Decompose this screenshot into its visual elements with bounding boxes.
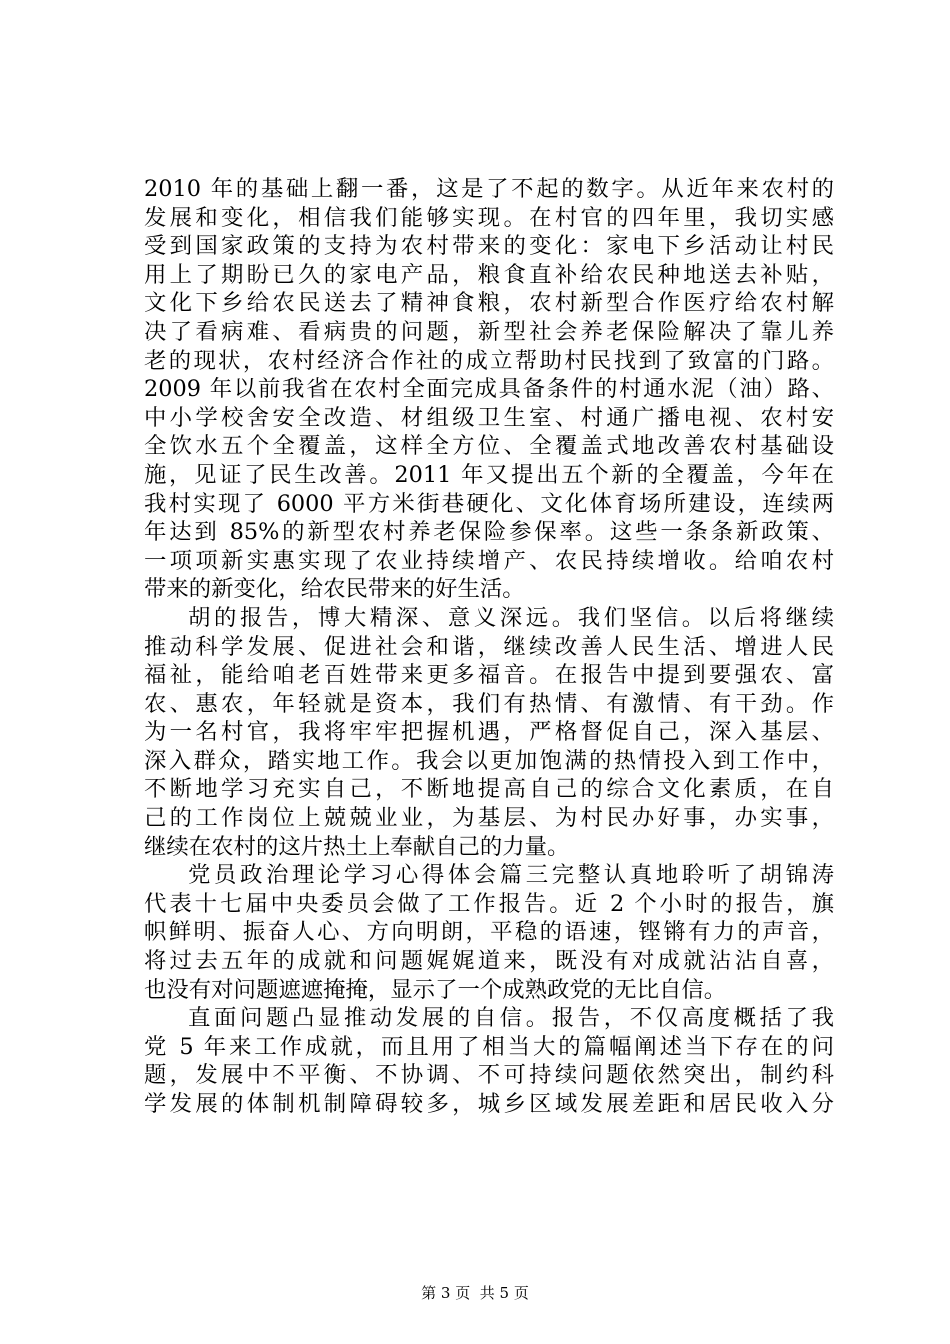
text-line: 直面问题凸显推动发展的自信。报告，不仅高度概括了我 xyxy=(188,1005,834,1032)
text-line: 农、惠农，年轻就是资本，我们有热情、有激情、有干劲。作 xyxy=(144,690,834,717)
text-line: 施，见证了民生改善。2011 年又提出五个新的全覆盖，今年在 xyxy=(144,461,834,488)
body-text xyxy=(144,175,834,1119)
text-line: 为一名村官，我将牢牢把握机遇，严格督促自己，深入基层、 xyxy=(144,719,834,746)
text-line: 2010 年的基础上翻一番，这是了不起的数字。从近年来农村的 xyxy=(144,176,834,202)
text-line: 老的现状，农村经济合作社的成立帮助村民找到了致富的门路。 xyxy=(144,347,834,374)
text-line: 用上了期盼已久的家电产品，粮食直补给农民种地送去补贴， xyxy=(144,261,834,288)
text-line: 己的工作岗位上兢兢业业，为基层、为村民办好事，办实事， xyxy=(144,805,834,832)
text-line: 决了看病难、看病贵的问题，新型社会养老保险解决了靠儿养 xyxy=(144,318,834,345)
text-line: 推动科学发展、促进社会和谐，继续改善人民生活、增进人民 xyxy=(144,633,834,660)
text-line: 中小学校舍安全改造、材组级卫生室、村通广播电视、农村安 xyxy=(144,404,834,431)
text-line: 全饮水五个全覆盖，这样全方位、全覆盖式地改善农村基础设 xyxy=(144,433,834,460)
text-line: 一项项新实惠实现了农业持续增产、农民持续增收。给咱农村 xyxy=(144,547,834,574)
text-line: 深入群众，踏实地工作。我会以更加饱满的热情投入到工作中， xyxy=(144,747,834,774)
text-line: 继续在农村的这片热土上奉献自己的力量。 xyxy=(144,833,570,860)
text-line: 发展和变化，相信我们能够实现。在村官的四年里，我切实感 xyxy=(144,204,834,231)
text-line: 2009 年以前我省在农村全面完成具备条件的村通水泥（油）路、 xyxy=(144,376,834,403)
text-line: 受到国家政策的支持为农村带来的变化：家电下乡活动让村民 xyxy=(144,233,834,260)
text-line: 学发展的体制机制障碍较多，城乡区域发展差距和居民收入分 xyxy=(144,1091,834,1117)
text-line: 胡的报告，博大精深、意义深远。我们坚信。以后将继续 xyxy=(188,604,834,631)
text-line: 代表十七届中央委员会做了工作报告。近 2 个小时的报告，旗 xyxy=(144,890,834,917)
text-line: 文化下乡给农民送去了精神食粮，农村新型合作医疗给农村解 xyxy=(144,290,834,317)
text-line: 党员政治理论学习心得体会篇三完整认真地聆听了胡锦涛 xyxy=(188,862,834,889)
text-line: 帜鲜明、振奋人心、方向明朗，平稳的语速，铿锵有力的声音， xyxy=(144,919,834,946)
text-line: 党 5 年来工作成就，而且用了相当大的篇幅阐述当下存在的问 xyxy=(144,1033,834,1060)
text-line: 题，发展中不平衡、不协调、不可持续问题依然突出，制约科 xyxy=(144,1062,834,1089)
text-line: 福祉，能给咱老百姓带来更多福音。在报告中提到要强农、富 xyxy=(144,662,834,689)
page-number-footer: 第 3 页 共 5 页 xyxy=(421,1284,529,1302)
text-line: 不断地学习充实自己，不断地提高自己的综合文化素质，在自 xyxy=(144,776,834,803)
text-line: 将过去五年的成就和问题娓娓道来，既没有对成就沾沾自喜， xyxy=(144,948,834,975)
text-line: 带来的新变化，给农民带来的好生活。 xyxy=(144,576,525,603)
text-line: 我村实现了 6000 平方米街巷硬化、文化体育场所建设，连续两 xyxy=(144,490,834,517)
text-line: 年达到 85%的新型农村养老保险参保率。这些一条条新政策、 xyxy=(144,519,834,546)
text-line: 也没有对问题遮遮掩掩，显示了一个成熟政党的无比自信。 xyxy=(144,976,727,1003)
